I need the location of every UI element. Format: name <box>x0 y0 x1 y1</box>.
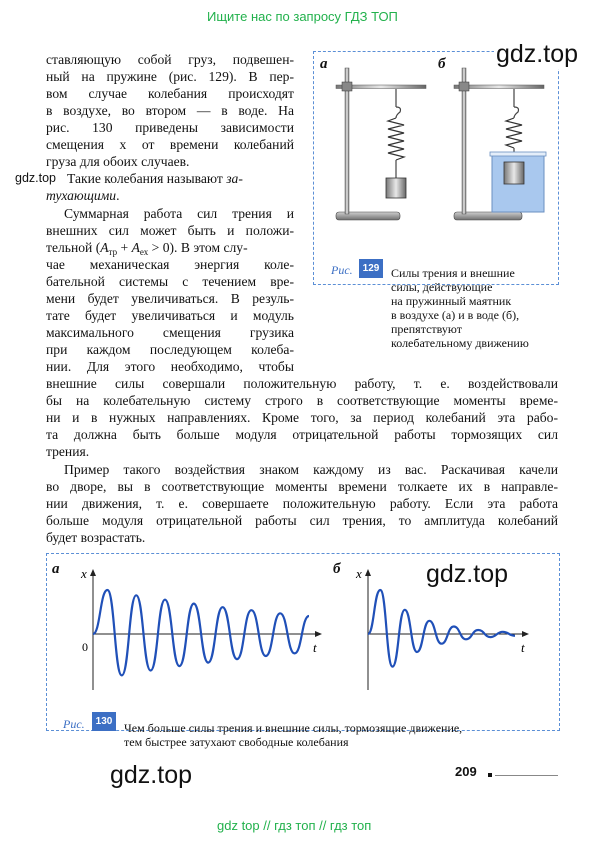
figure-129-caption-line: Силы трения и внешние <box>391 266 515 280</box>
text-line: при каждом последующем колеба- <box>46 342 294 357</box>
text-line: чае механическая энергия коле- <box>46 257 294 272</box>
watermark-top-right: gdz.top <box>496 40 579 68</box>
text-line: Суммарная работа сил трения и <box>64 206 294 221</box>
watermark-side: gdz.top <box>15 171 57 185</box>
chart-a-x-label: x <box>81 566 87 581</box>
text-line: внешние силы совершали положительную работу, т. е. воздействовали <box>46 376 558 391</box>
text-line: вом случае колебания происходят <box>46 86 294 101</box>
figure-130-charts <box>47 554 557 704</box>
watermark-middle: gdz.top <box>426 560 509 588</box>
text-line: будет возрастать. <box>46 530 146 545</box>
text-line: больше модуля отрицательной работы сил трения, то амплитуда колебаний <box>46 513 558 528</box>
figure-129-caption-line: колебательному движению <box>391 336 529 350</box>
text-line: во дворе, вы в соответствующие моменты времени толкаете их в направле- <box>46 479 558 494</box>
figure-129-caption-line: силы, действующие <box>391 280 493 294</box>
text-line: груза для обоих случаев. <box>46 154 190 169</box>
footer-links: gdz top // гдз топ // гдз топ <box>217 818 372 833</box>
text-line: бы на колебательную систему строго в соответствующие моменты време- <box>46 393 558 408</box>
search-hint: Ищите нас по запросу ГДЗ ТОП <box>207 9 398 24</box>
figure-130-caption-line: Чем больше силы трения и внешние силы, тормозящие движение, <box>124 721 463 735</box>
text-line: максимального смещения грузика <box>46 325 294 340</box>
chart-b-x-arrow <box>365 569 371 576</box>
formula-line: тельной $(A_{тр} + A_{ех} > 0)$. В этом слу- <box>46 240 248 257</box>
figure-129-caption-line: в воздухе (а) и в воде (б), <box>391 308 520 322</box>
figure-130-caption-line: тем быстрее затухают свободные колебания <box>124 735 349 749</box>
page-number: 209 <box>455 764 477 779</box>
spring-pendulum-illustration <box>314 52 556 232</box>
text-line: ный на пружине (рис. 129). В пер- <box>46 69 294 84</box>
page-number-rule <box>495 775 558 776</box>
chart-a-t-label: t <box>313 640 317 655</box>
figure-129-label-a: а <box>320 56 328 72</box>
text-line: внешних сил может быть и положи- <box>46 223 294 238</box>
text-line: ни и в нужных направлениях. Кроме того, за период колебаний эта рабо- <box>46 410 558 425</box>
watermark-bottom: gdz.top <box>110 761 193 789</box>
text-line: нии. Для этого необходимо, чтобы <box>46 359 294 374</box>
text-line: тухающими. <box>46 188 120 203</box>
figure-129-caption-line: препятствуют <box>391 322 462 336</box>
text-line: бательной системы с течением вре- <box>46 274 294 289</box>
text-line: рис. 130 приведены зависимости <box>46 120 294 135</box>
figure-130-number-badge: 130 <box>92 712 116 731</box>
stand-a <box>336 68 426 220</box>
text-line: мени будет увеличиваться. В резуль- <box>46 291 294 306</box>
figure-129-ris-label: Рис. <box>331 263 353 277</box>
chart-b-t-arrow <box>522 631 529 637</box>
chart-a-origin: 0 <box>82 640 88 654</box>
stand-b <box>454 68 546 220</box>
text-line: трения. <box>46 444 90 459</box>
figure-130-label-b: б <box>333 561 341 577</box>
chart-a-damped-curve <box>93 590 309 675</box>
figure-130-ris-label: Рис. <box>63 717 85 731</box>
text-line: та должна быть больше модуля отрицательной работы тормозящих сил <box>46 427 558 442</box>
text-line: ставляющую собой груз, подвешен- <box>46 52 294 67</box>
chart-a-x-arrow <box>90 569 96 576</box>
text-line: нии движения, т. е. совершаете положительную работу. Если эта работа <box>46 496 558 511</box>
chart-b-x-label: x <box>356 566 362 581</box>
text-line: Такие колебания называют за- <box>67 171 243 186</box>
text-line: в воздухе, во втором — в воде. На <box>46 103 294 118</box>
figure-130-label-a: а <box>52 561 60 577</box>
text-line: смещения x от времени колебаний <box>46 137 294 152</box>
text-line: Пример такого воздействия знаком каждому из вас. Раскачивая качели <box>64 462 558 477</box>
figure-129-label-b: б <box>438 56 446 72</box>
chart-b-damped-curve <box>368 590 515 667</box>
chart-b-t-label: t <box>521 640 525 655</box>
page-number-bullet <box>488 773 492 777</box>
text-line: тате будет увеличиваться и модуль <box>46 308 294 323</box>
chart-a-t-arrow <box>315 631 322 637</box>
figure-129-caption-line: на пружинный маятник <box>391 294 512 308</box>
figure-129-number-badge: 129 <box>359 259 383 278</box>
